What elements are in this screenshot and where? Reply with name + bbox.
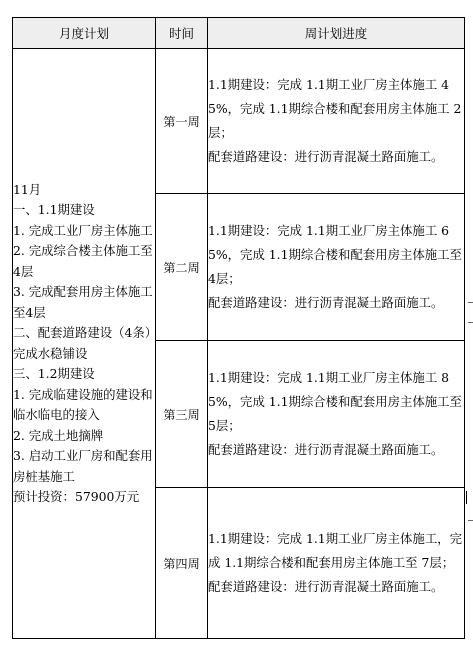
page-edge-mark (468, 520, 473, 521)
table-row (13, 49, 465, 194)
week-label: 第二周 (156, 194, 208, 341)
header-weekly-progress: 周计划进度 (208, 18, 465, 49)
monthly-plan-line: 预计投资：57900万元 (13, 489, 140, 504)
monthly-plan-line: 一、1.1期建设 (13, 202, 95, 217)
text-cursor[interactable] (466, 491, 467, 504)
monthly-plan-line: 完成水稳铺设 (13, 345, 88, 361)
page-edge-mark (468, 322, 473, 323)
week-progress-cell (208, 49, 465, 194)
monthly-plan-line: 2. 完成综合楼主体施工至4层 (13, 243, 153, 279)
monthly-plan-line: 3. 完成配套用房主体施工至4层 (13, 284, 153, 320)
progress-line: 1.1期建设：完成 1.1期工业厂房主体施工 85%，完成 1.1期综合楼和配套用房主体施工至 5层； (208, 370, 462, 433)
progress-line: 配套道路建设：进行沥青混凝土路面施工。 (208, 295, 444, 310)
plan-table (12, 17, 465, 639)
monthly-plan-line: 1. 完成工业厂房主体施工 (13, 222, 153, 238)
week-progress-cell (208, 488, 465, 639)
week-label: 第一周 (156, 49, 208, 194)
week-progress-cell (208, 194, 465, 341)
header-monthly-plan: 月度计划 (13, 18, 156, 49)
progress-line: 1.1期建设：完成 1.1期工业厂房主体施工 45%，完成 1.1期综合楼和配套用房主体施工 2层； (208, 77, 462, 140)
progress-line: 1.1期建设：完成 1.1期工业厂房主体施工，完成 1.1期综合楼和配套用房主体施工至 7层； (208, 531, 462, 570)
monthly-plan-cell (13, 49, 156, 639)
monthly-plan-line: 二、配套道路建设（4条） (13, 325, 158, 340)
monthly-plan-line: 2. 完成土地摘牌 (13, 427, 104, 443)
progress-line: 配套道路建设：进行沥青混凝土路面施工。 (208, 579, 444, 594)
progress-line: 配套道路建设：进行沥青混凝土路面施工。 (208, 149, 444, 164)
week-label: 第四周 (156, 488, 208, 639)
progress-line: 1.1期建设：完成 1.1期工业厂房主体施工 65%，完成 1.1期综合楼和配套用房主体施工至 4层； (208, 223, 462, 286)
progress-line: 配套道路建设：进行沥青混凝土路面施工。 (208, 442, 444, 457)
monthly-plan-line: 1. 完成临建设施的建设和临水临电的接入 (13, 386, 153, 422)
monthly-plan-line: 11月 (13, 181, 42, 197)
week-label: 第三周 (156, 341, 208, 488)
header-row (13, 18, 465, 49)
monthly-plan-line: 三、1.2期建设 (13, 366, 95, 381)
header-time: 时间 (156, 18, 208, 49)
week-progress-cell (208, 341, 465, 488)
monthly-plan-line: 3. 启动工业厂房和配套用房桩基施工 (13, 448, 153, 484)
page-edge-mark (468, 302, 473, 303)
